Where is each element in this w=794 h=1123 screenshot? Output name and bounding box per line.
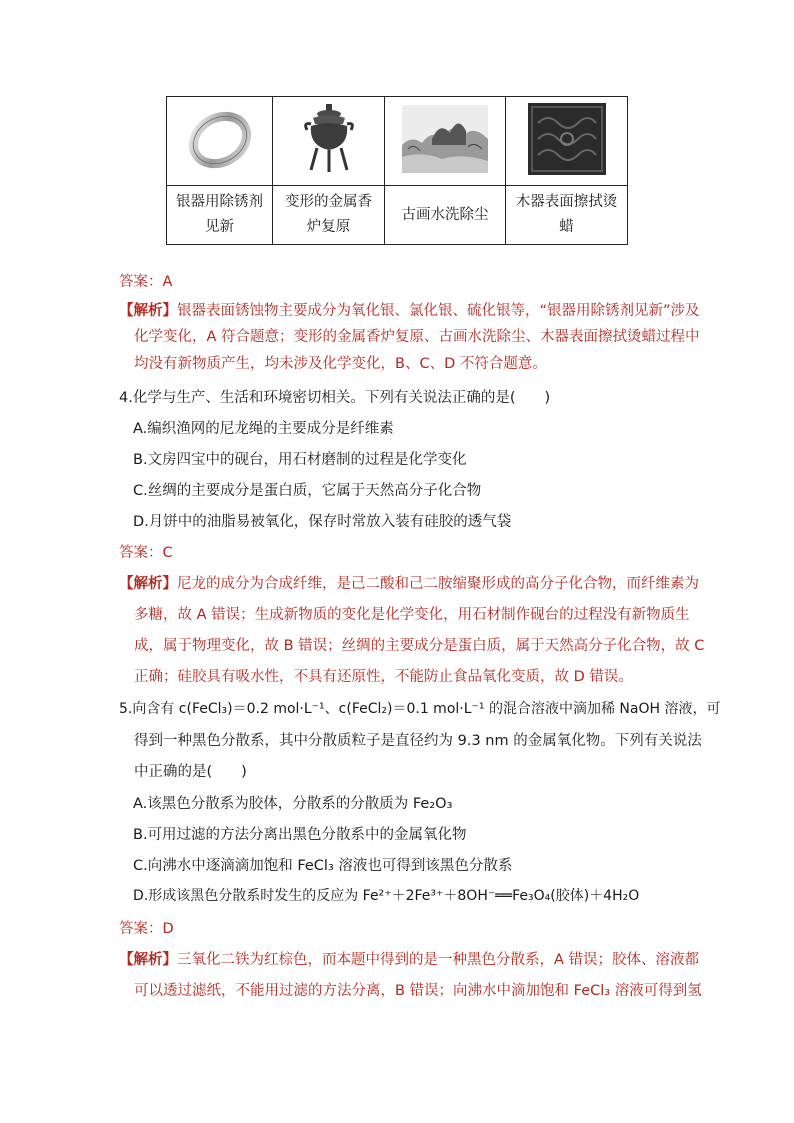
- q5-analysis-line: [119, 948, 699, 969]
- analysis-text: 尼龙的成分为合成纤维，是己二酸和己二胺缩聚形成的高分子化合物，而纤维素为: [177, 576, 699, 592]
- caption-line: 银器用除锈剂: [176, 194, 263, 210]
- q3-answer: 答案：A: [119, 274, 173, 290]
- q3-analysis-line: 化学变化，A 符合题意；变形的金属香炉复原、古画水洗除尘、木器表面擦拭烫蜡过程中: [134, 329, 700, 345]
- q3-analysis-line: [119, 299, 700, 320]
- incense-burner-image-cell: [273, 97, 385, 186]
- analysis-tag: 【解析】: [119, 576, 177, 592]
- q5-option-a: A.该黑色分散系为胶体，分散系的分散质为 Fe₂O₃: [133, 796, 453, 812]
- q5-answer: 答案：D: [119, 921, 174, 937]
- silver-bracelet-image: [185, 104, 255, 174]
- caption-painting: [385, 186, 506, 245]
- incense-burner-image: [299, 100, 359, 178]
- analysis-text: 银器表面锈蚀物主要成分为氧化银、氯化银、硫化银等，“银器用除锈剂见新”涉及: [177, 303, 700, 319]
- analysis-text: 三氧化二铁为红棕色，而本题中得到的是一种黑色分散系，A 错误；胶体、溶液都: [177, 952, 700, 968]
- q5-analysis-line: 可以透过滤纸，不能用过滤的方法分离，B 错误；向沸水中滴加饱和 FeCl₃ 溶液可得到氢: [134, 983, 702, 999]
- q4-option-d: D.月饼中的油脂易被氧化，保存时常放入装有硅胶的透气袋: [133, 514, 512, 530]
- q4-option-a: A.编织渔网的尼龙绳的主要成分是纤维素: [133, 421, 394, 437]
- analysis-tag: 【解析】: [119, 952, 177, 968]
- q5-stem-line: 得到一种黑色分散系，其中分散质粒子是直径约为 9.3 nm 的金属氧化物。下列有关说法: [134, 733, 702, 749]
- q5-stem-line: 5.向含有 c(FeCl₃)＝0.2 mol·L⁻¹、c(FeCl₂)＝0.1 mol·L⁻¹ 的混合溶液中滴加稀 NaOH 溶液，可: [119, 701, 721, 717]
- q5-stem-line: 中正确的是( ): [134, 764, 247, 780]
- q4-option-c: C.丝绸的主要成分是蛋白质，它属于天然高分子化合物: [133, 483, 482, 499]
- analysis-tag: 【解析】: [119, 303, 177, 319]
- caption-line: 古画水洗除尘: [401, 206, 489, 223]
- carved-wood-image-cell: [506, 97, 628, 186]
- caption-line: 木器表面擦拭烫: [515, 194, 618, 210]
- q5-option-c: C.向沸水中逐滴滴加饱和 FeCl₃ 溶液也可得到该黑色分散系: [133, 858, 513, 874]
- caption-line: 炉复原: [306, 219, 351, 235]
- q4-analysis-line: [119, 572, 699, 593]
- q4-option-b: B.文房四宝中的砚台，用石材磨制的过程是化学变化: [133, 452, 467, 468]
- caption-wood: [506, 186, 628, 245]
- caption-burner: [273, 186, 385, 245]
- caption-line: 变形的金属香: [285, 194, 372, 210]
- carved-wood-image: [528, 103, 606, 175]
- silver-bracelet-image-cell: [167, 97, 273, 186]
- q4-analysis-line: 成，属于物理变化，故 B 错误；丝绸的主要成分是蛋白质，属于天然高分子化合物，故 C: [134, 638, 705, 654]
- q4-stem: 4.化学与生产、生活和环境密切相关。下列有关说法正确的是( ): [119, 390, 551, 406]
- landscape-painting-image-cell: [385, 97, 506, 186]
- q5-option-d: D.形成该黑色分散系时发生的反应为 Fe²⁺＋2Fe³⁺＋8OH⁻══Fe₃O₄(胶体)＋4H₂O: [133, 888, 640, 904]
- caption-silver: [167, 186, 273, 245]
- caption-line: 蜡: [559, 219, 574, 235]
- q4-analysis-line: 多糖，故 A 错误；生成新物质的变化是化学变化，用石材制作砚台的过程没有新物质生: [134, 607, 690, 623]
- q4-answer: 答案：C: [119, 545, 173, 561]
- q5-option-b: B.可用过滤的方法分离出黑色分散系中的金属氧化物: [133, 827, 467, 843]
- landscape-painting-image: [402, 105, 488, 173]
- image-table: [166, 96, 628, 245]
- q3-analysis-line: 均没有新物质产生，均未涉及化学变化，B、C、D 不符合题意。: [134, 356, 547, 372]
- caption-line: 见新: [205, 219, 234, 235]
- q4-analysis-line: 正确；硅胶具有吸水性，不具有还原性，不能防止食品氧化变质，故 D 错误。: [134, 669, 633, 685]
